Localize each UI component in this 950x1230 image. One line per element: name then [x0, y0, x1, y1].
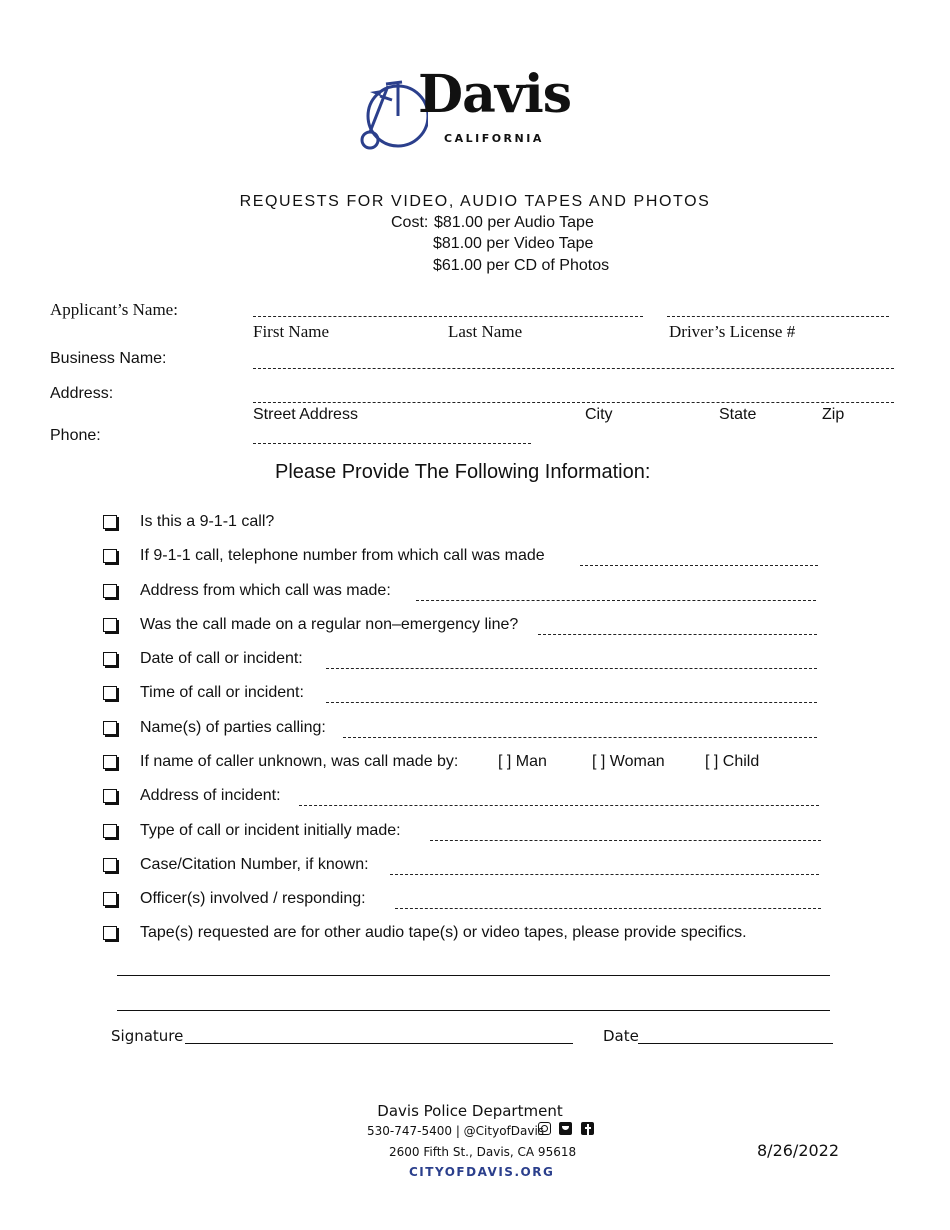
checkbox-date-of-call[interactable]	[103, 652, 117, 666]
call-address-field[interactable]	[416, 600, 816, 601]
item-call-address: Address from which call was made:	[140, 582, 391, 599]
address-label: Address:	[50, 385, 114, 402]
item-call-phone-number: If 9-1-1 call, telephone number from which call was made	[140, 547, 545, 564]
item-case-number: Case/Citation Number, if known:	[140, 856, 369, 873]
checkbox-caller-unknown[interactable]	[103, 755, 117, 769]
cost-audio: $81.00 per Audio Tape	[434, 214, 594, 231]
business-name-field[interactable]	[253, 368, 894, 369]
applicant-name-label: Applicant’s Name:	[50, 300, 178, 319]
time-of-call-field[interactable]	[326, 702, 817, 703]
specifics-line-2[interactable]	[117, 1010, 830, 1011]
section-heading: Please Provide The Following Information:	[275, 461, 651, 483]
cost-photos: $61.00 per CD of Photos	[433, 257, 610, 274]
footer-department: Davis Police Department	[377, 1102, 563, 1120]
footer-address: 2600 Fifth St., Davis, CA 95618	[389, 1145, 577, 1159]
option-woman[interactable]: [ ] Woman	[592, 753, 665, 770]
facebook-icon[interactable]	[581, 1122, 594, 1135]
option-child[interactable]: [ ] Child	[705, 753, 760, 770]
footer-website-link[interactable]: CITYOFDAVIS.ORG	[409, 1165, 555, 1179]
drivers-license-caption: Driver’s License #	[669, 322, 796, 341]
phone-label: Phone:	[50, 427, 101, 444]
checkbox-officers-involved[interactable]	[103, 892, 117, 906]
item-911-call: Is this a 9-1-1 call?	[140, 513, 275, 530]
checkbox-call-phone-number[interactable]	[103, 549, 117, 563]
first-name-caption: First Name	[253, 322, 330, 341]
signature-label: Signature	[111, 1027, 184, 1045]
item-caller-unknown: If name of caller unknown, was call made by:	[140, 753, 459, 770]
item-non-emergency-line: Was the call made on a regular non–emergency line?	[140, 616, 519, 633]
checkbox-non-emergency-line[interactable]	[103, 618, 117, 632]
social-icons	[538, 1122, 594, 1140]
last-name-caption: Last Name	[448, 322, 523, 341]
business-name-label: Business Name:	[50, 350, 167, 367]
case-number-field[interactable]	[390, 874, 819, 875]
drivers-license-field[interactable]	[667, 316, 889, 317]
address-field[interactable]	[253, 402, 894, 403]
street-address-caption: Street Address	[253, 406, 358, 423]
phone-field[interactable]	[253, 443, 531, 444]
non-emergency-line-field[interactable]	[538, 634, 817, 635]
date-label: Date	[603, 1027, 639, 1045]
item-date-of-call: Date of call or incident:	[140, 650, 303, 667]
first-last-name-field[interactable]	[253, 316, 643, 317]
call-phone-number-field[interactable]	[580, 565, 818, 566]
specifics-line-1[interactable]	[117, 975, 830, 976]
checkbox-time-of-call[interactable]	[103, 686, 117, 700]
checkbox-911-call[interactable]	[103, 515, 117, 529]
footer-contact: 530-747-5400 | @CityofDavis	[367, 1124, 545, 1138]
signature-field[interactable]	[185, 1043, 573, 1044]
date-of-call-field[interactable]	[326, 668, 817, 669]
twitter-icon[interactable]	[559, 1122, 572, 1135]
state-caption: State	[719, 406, 757, 423]
city-caption: City	[585, 406, 613, 423]
logo-wordmark: Davis	[418, 64, 572, 125]
checkbox-parties-calling[interactable]	[103, 721, 117, 735]
checkbox-other-tapes[interactable]	[103, 926, 117, 940]
item-time-of-call: Time of call or incident:	[140, 684, 304, 701]
item-call-type: Type of call or incident initially made:	[140, 822, 401, 839]
call-type-field[interactable]	[430, 840, 821, 841]
parties-calling-field[interactable]	[343, 737, 817, 738]
officers-involved-field[interactable]	[395, 908, 821, 909]
item-officers-involved: Officer(s) involved / responding:	[140, 890, 366, 907]
form-title: REQUESTS FOR VIDEO, AUDIO TAPES AND PHOTOS	[239, 193, 711, 210]
checkbox-call-type[interactable]	[103, 824, 117, 838]
checkbox-case-number[interactable]	[103, 858, 117, 872]
instagram-icon[interactable]	[538, 1122, 551, 1135]
date-field[interactable]	[638, 1043, 833, 1044]
option-man[interactable]: [ ] Man	[498, 753, 547, 770]
cost-label: Cost:	[391, 214, 429, 231]
davis-logo	[358, 64, 572, 155]
checkbox-call-address[interactable]	[103, 584, 117, 598]
item-parties-calling: Name(s) of parties calling:	[140, 719, 326, 736]
footer-form-date: 8/26/2022	[757, 1141, 840, 1160]
item-other-tapes: Tape(s) requested are for other audio tape(s) or video tapes, please provide specifics.	[140, 924, 747, 941]
cost-video: $81.00 per Video Tape	[433, 235, 594, 252]
checkbox-incident-address[interactable]	[103, 789, 117, 803]
incident-address-field[interactable]	[299, 805, 819, 806]
item-incident-address: Address of incident:	[140, 787, 281, 804]
zip-caption: Zip	[822, 406, 845, 423]
logo-subtitle: CALIFORNIA	[444, 132, 544, 145]
